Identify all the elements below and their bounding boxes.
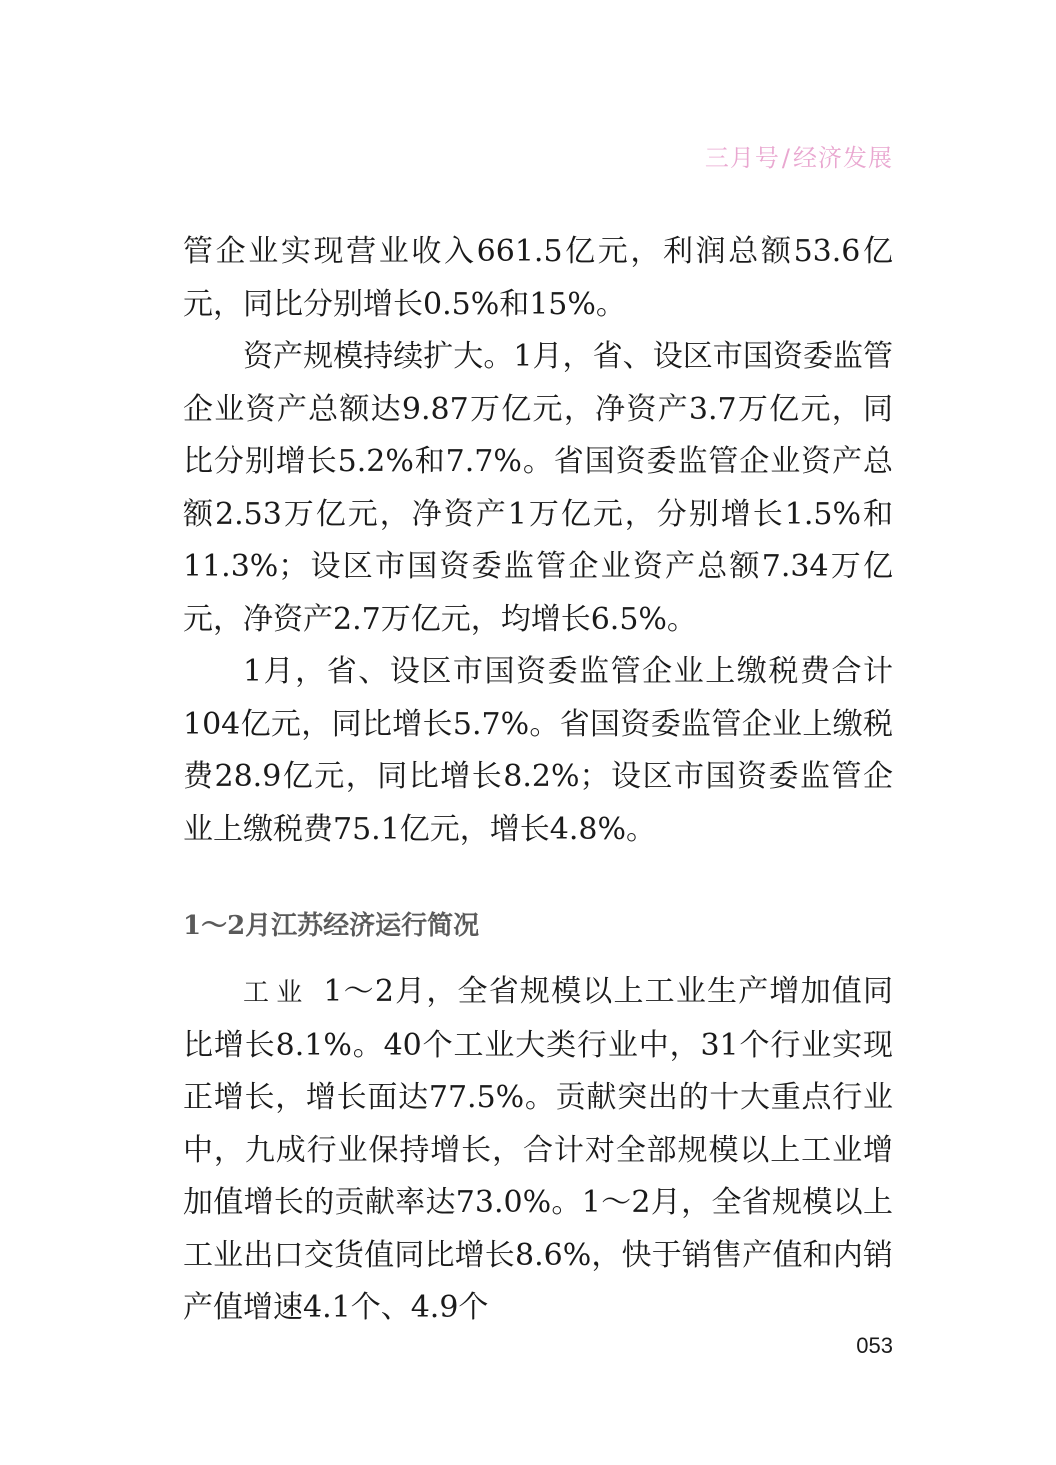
runin-label-industry: 工业 — [243, 978, 310, 1008]
header-column: 经济发展 — [793, 144, 893, 172]
header-separator: / — [781, 144, 791, 172]
paragraph-industry — [183, 966, 893, 1335]
article-body — [183, 226, 893, 1335]
paragraph-industry-text: 1～2月，全省规模以上工业生产增加值同比增长8.1%。40个工业大类行业中，31个行业实现正增长，增长面达77.5%。贡献突出的十大重点行业中，九成行业保持增长，合计对全部规模以上工业增加值增长的贡献率达73.0%。1～2月，全省规模以上工业出口交货值同比增长8.6%，快于销售产值和内销产值增速4.1个、4.9个 — [183, 974, 893, 1325]
running-header — [705, 138, 893, 173]
paragraph-assets: 资产规模持续扩大。1月，省、设区市国资委监管企业资产总额达9.87万亿元，净资产3.7万亿元，同比分别增长5.2%和7.7%。省国资委监管企业资产总额2.53万亿元，净资产1万亿元，分别增长1.5%和11.3%；设区市国资委监管企业资产总额7.34万亿元，净资产2.7万亿元，均增长6.5%。 — [183, 339, 893, 637]
page-number: 053 — [856, 1333, 893, 1358]
section-heading: 1～2月江苏经济运行简况 — [183, 911, 480, 941]
paragraph-taxes: 1月，省、设区市国资委监管企业上缴税费合计104亿元，同比增长5.7%。省国资委监管企业上缴税费28.9亿元，同比增长8.2%；设区市国资委监管企业上缴税费75.1亿元，增长4.8%。 — [183, 654, 893, 847]
paragraph-continuation: 管企业实现营业收入661.5亿元，利润总额53.6亿元，同比分别增长0.5%和15%。 — [183, 234, 893, 322]
header-issue: 三月号 — [704, 144, 780, 172]
